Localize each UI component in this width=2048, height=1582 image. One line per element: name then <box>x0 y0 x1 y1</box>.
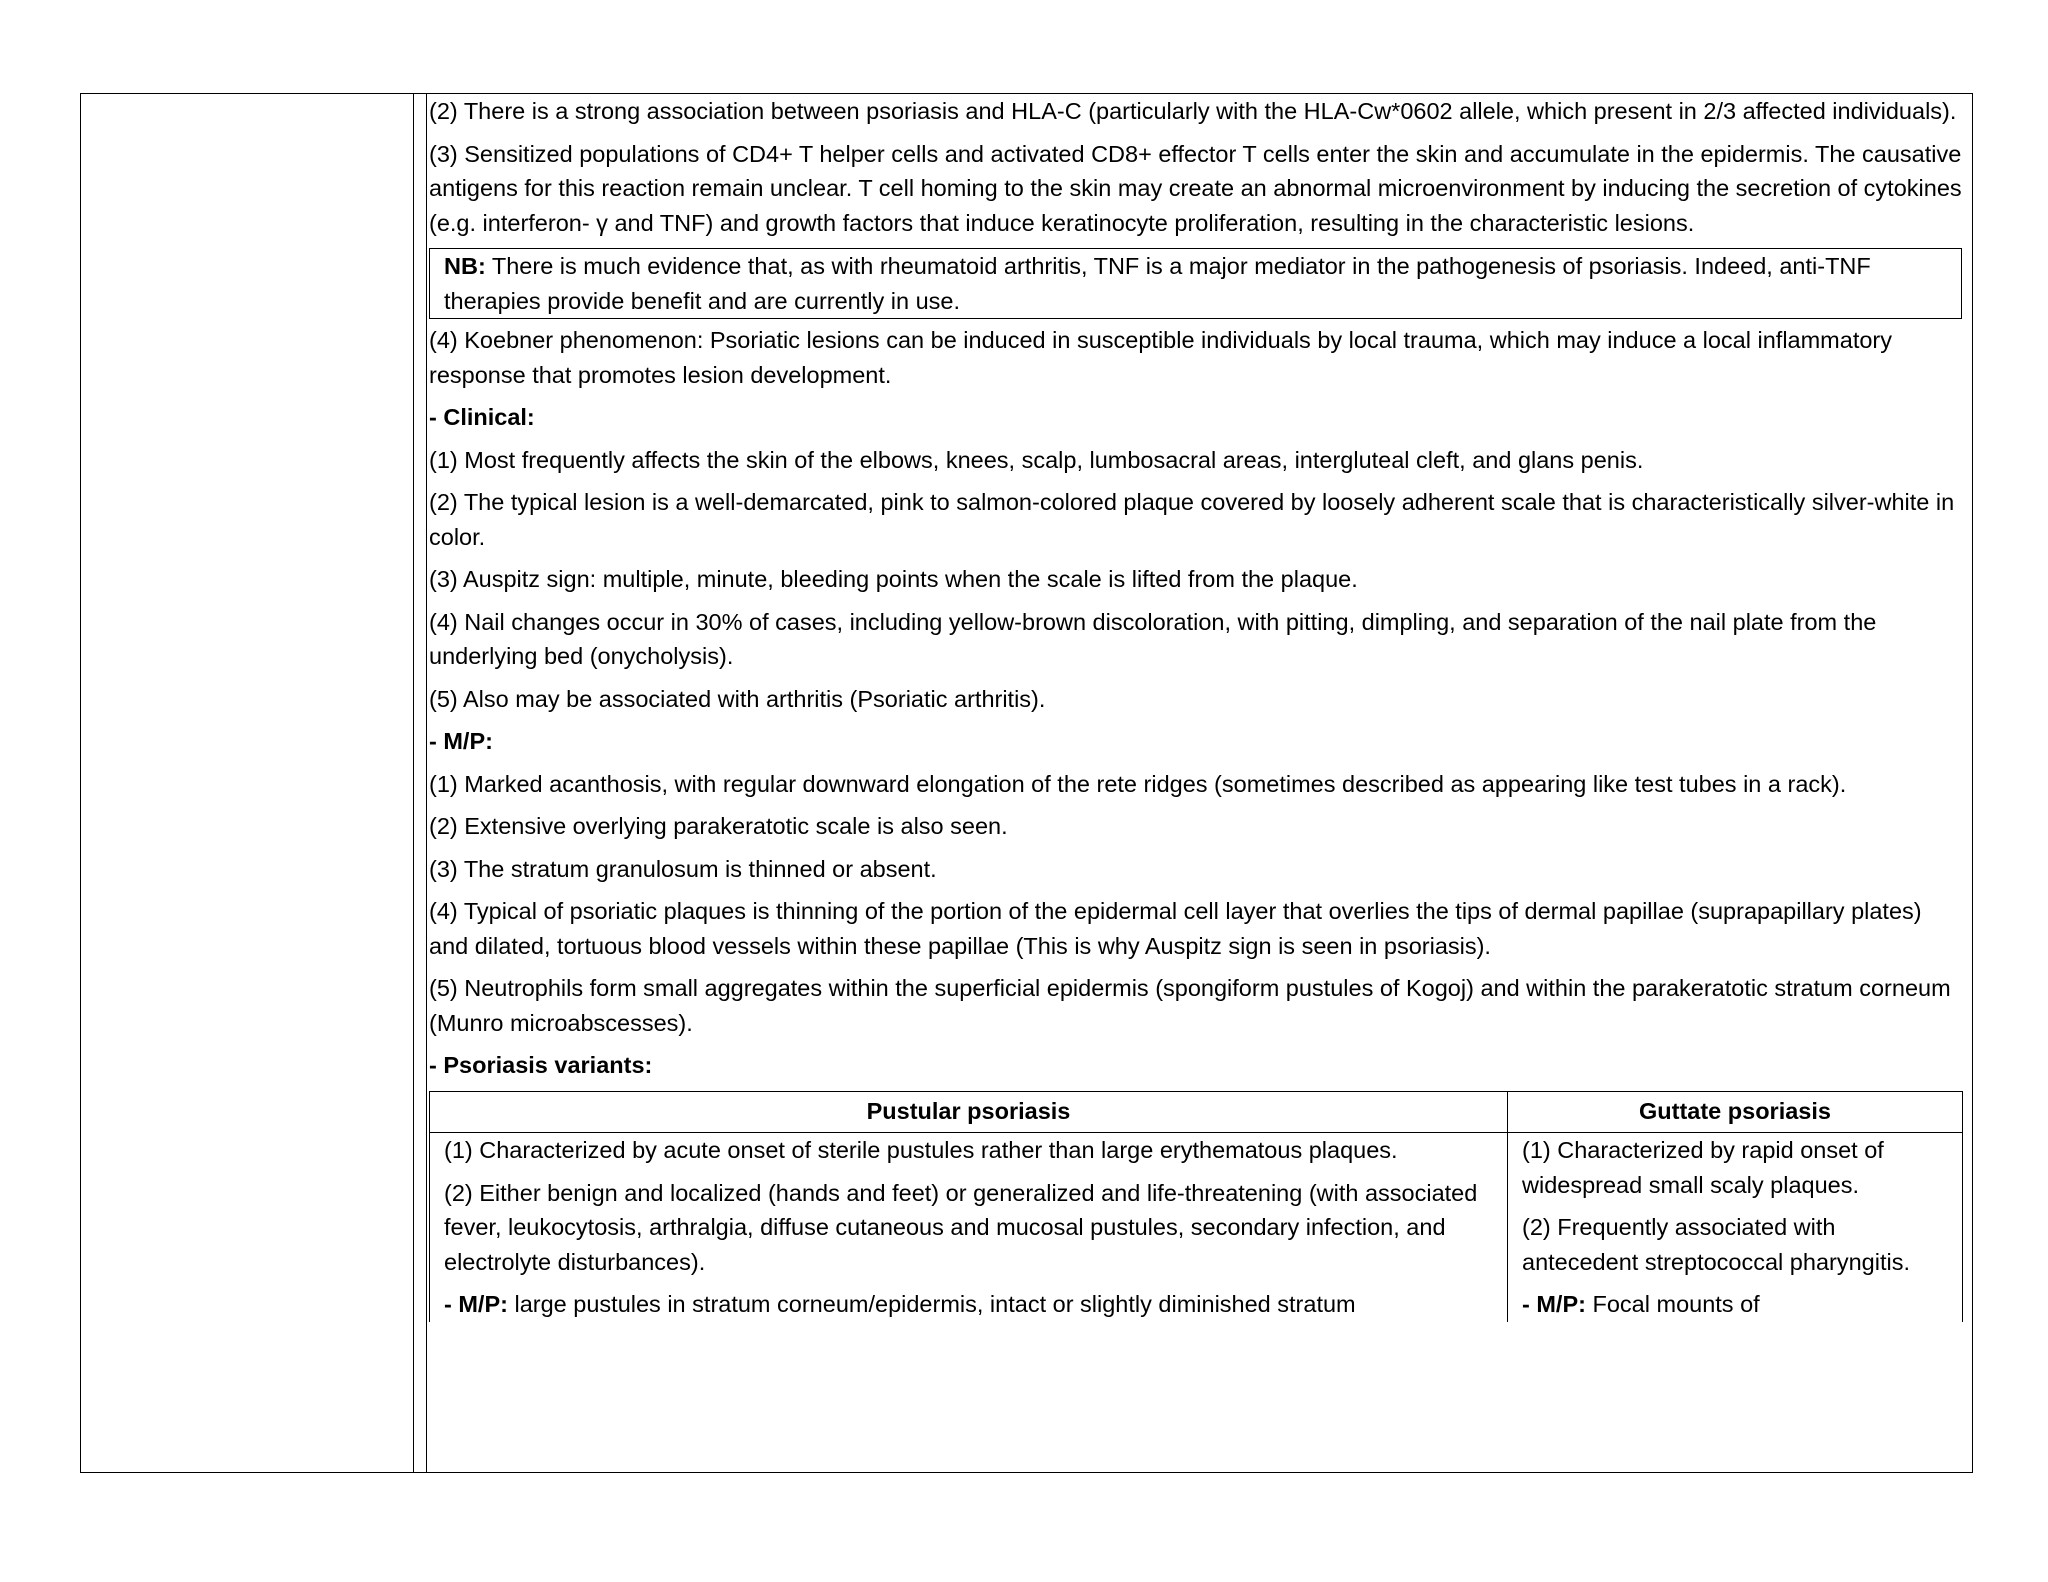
mp-item: (1) Marked acanthosis, with regular downward elongation of the rete ridges (sometimes described as appearing like test tubes in a rack). <box>429 770 1847 797</box>
guttate-mp-text: Focal mounts of <box>1585 1291 1760 1317</box>
clinical-heading: - Clinical: <box>429 404 535 430</box>
clinical-item: (4) Nail changes occur in 30% of cases, including yellow-brown discoloration, with pitting, dimpling, and separation of the nail plate from the underlying bed (onycholysis). <box>429 608 1877 669</box>
koebner-paragraph: (4) Koebner phenomenon: Psoriatic lesions can be induced in susceptible individuals by local trauma, which may induce a local inflammatory response that promotes lesion development. <box>429 327 1893 388</box>
guttate-mp <box>1522 1287 1948 1322</box>
left-column-cell <box>81 94 414 1472</box>
column-divider <box>426 94 427 1472</box>
variants-heading: - Psoriasis variants: <box>429 1052 653 1078</box>
pustular-mp-label: - M/P: <box>444 1291 508 1317</box>
mp-item: (3) The stratum granulosum is thinned or absent. <box>429 855 937 882</box>
pustular-item: (1) Characterized by acute onset of sterile pustules rather than large erythematous plaques. <box>444 1137 1398 1163</box>
guttate-cell <box>1508 1133 1963 1322</box>
clinical-item: (2) The typical lesion is a well-demarcated, pink to salmon-colored plaque covered by loosely adherent scale that is characteristically silver-white in color. <box>429 489 1955 550</box>
clinical-item: (5) Also may be associated with arthritis (Psoriatic arthritis). <box>429 685 1046 712</box>
mp-heading: - M/P: <box>429 728 493 754</box>
pustular-mp <box>444 1287 1493 1322</box>
pustular-mp-text: large pustules in stratum corneum/epidermis, intact or slightly diminished stratum <box>507 1291 1356 1317</box>
clinical-item: (3) Auspitz sign: multiple, minute, bleeding points when the scale is lifted from the plaque. <box>429 566 1358 592</box>
nb-box <box>429 248 1962 319</box>
clinical-item: (1) Most frequently affects the skin of the elbows, knees, scalp, lumbosacral areas, intergluteal cleft, and glans penis. <box>429 446 1644 473</box>
guttate-mp-label: - M/P: <box>1522 1291 1586 1317</box>
nb-label: NB: <box>444 253 486 279</box>
intro-paragraph-3: (3) Sensitized populations of CD4+ T helper cells and activated CD8+ effector T cells enter the skin and accumulate in the epidermis. The causative antigens for this reaction remain unclear. T cell homing to the skin may create an abnormal microenvironment by inducing the secretion of cytokines (e.g. interferon- γ and TNF) and growth factors that induce keratinocyte proliferation, resulting in the characteristic lesions. <box>429 140 1962 236</box>
mp-item: (5) Neutrophils form small aggregates within the superficial epidermis (spongiform pustules of Kogoj) and within the parakeratotic stratum corneum (Munro microabscesses). <box>429 975 1951 1036</box>
pustular-item: (2) Either benign and localized (hands and feet) or generalized and life-threatening (with associated fever, leukocytosis, arthralgia, diffuse cutaneous and mucosal pustules, secondary infection, and electrolyte disturbances). <box>444 1179 1478 1275</box>
nb-text: There is much evidence that, as with rheumatoid arthritis, TNF is a major mediator in the pathogenesis of psoriasis. Indeed, anti-TNF therapies provide benefit and are currently in use. <box>444 253 1871 314</box>
mp-item: (4) Typical of psoriatic plaques is thinning of the portion of the epidermal cell layer that overlies the tips of dermal papillae (suprapapillary plates) and dilated, tortuous blood vessels within these papillae (This is why Auspitz sign is seen in psoriasis). <box>429 898 1922 959</box>
guttate-item: (1) Characterized by rapid onset of widespread small scaly plaques. <box>1522 1137 1884 1198</box>
outer-table <box>80 93 1973 1473</box>
guttate-item: (2) Frequently associated with antecedent streptococcal pharyngitis. <box>1522 1214 1910 1275</box>
content-cell <box>429 94 1962 1322</box>
guttate-header: Guttate psoriasis <box>1508 1091 1963 1133</box>
intro-paragraph-2: (2) There is a strong association between psoriasis and HLA-C (particularly with the HLA-Cw*0602 allele, which present in 2/3 affected individuals). <box>429 98 1957 124</box>
mp-item: (2) Extensive overlying parakeratotic scale is also seen. <box>429 813 1008 839</box>
pustular-header: Pustular psoriasis <box>430 1091 1508 1133</box>
pustular-cell <box>430 1133 1508 1322</box>
variants-table <box>429 1091 1963 1322</box>
